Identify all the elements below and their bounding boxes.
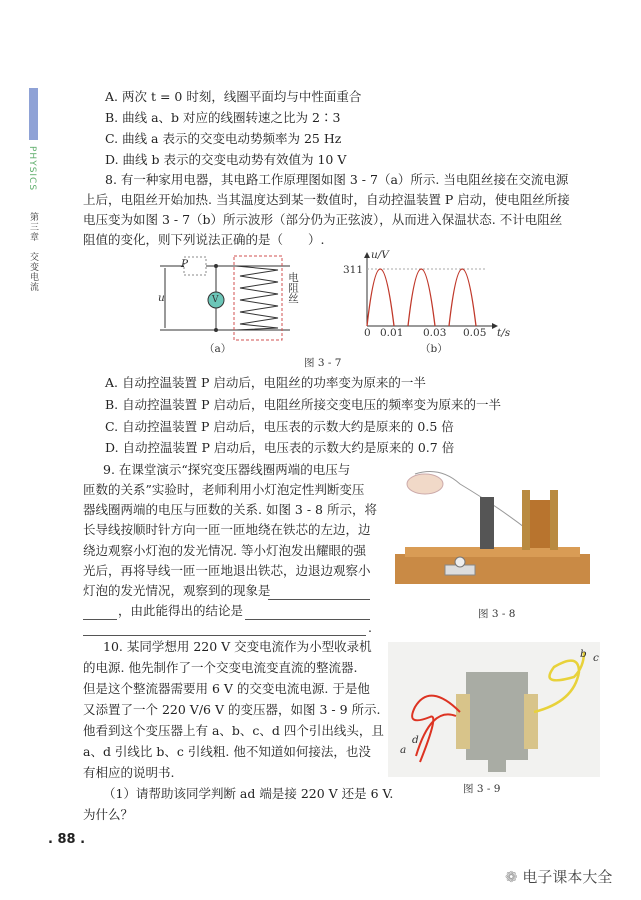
q7-option-d: D. 曲线 b 表示的交变电动势有效值为 10 V bbox=[105, 152, 347, 167]
q9-line: 光后，再将导线一匝一匝地退出铁芯，边退边观察小 bbox=[83, 563, 371, 578]
q10-line: a、d 引线比 b、c 引线粗. 他不知道如何接法，也没 bbox=[83, 744, 371, 759]
q10-line: （1）请帮助该同学判断 ad 端是接 220 V 还是 6 V. bbox=[103, 786, 394, 801]
q9-line: 器线圈两端的电压与匝数的关系. 如图 3 - 8 所示，将 bbox=[83, 502, 377, 517]
subject-label: PHYSICS bbox=[27, 146, 37, 192]
q9-line: 灯泡的发光情况，观察到的现象是 bbox=[83, 583, 271, 598]
waveform-curve bbox=[367, 269, 476, 326]
q9-line: 9. 在课堂演示“探究变压器线圈两端的电压与 bbox=[103, 462, 351, 477]
q10-line: 有相应的说明书. bbox=[83, 765, 175, 780]
bulb-icon bbox=[455, 557, 465, 567]
figure-3-9-caption: 图 3 - 9 bbox=[463, 783, 501, 795]
chapter-label: 第三章 交变电流 bbox=[28, 212, 38, 292]
figure-3-7-caption: 图 3 - 7 bbox=[304, 357, 342, 369]
q10-line: 但是这个整流器需要用 6 V 的交变电流电源. 于是他 bbox=[83, 681, 370, 696]
y-axis-label: u/V bbox=[371, 249, 389, 261]
q10-line: 为什么？ bbox=[83, 807, 134, 822]
q8-line: 上后，电阻丝开始加热. 当其温度达到某一数值时，自动控温装置 P 启动，使电阻丝所接 bbox=[83, 192, 570, 207]
fig-a-caption: （a） bbox=[204, 343, 232, 355]
q10-line: 又添置了一个 220 V/6 V 的变压器，如图 3 - 9 所示. bbox=[83, 702, 381, 717]
q7-option-b: B. 曲线 a、b 对应的线圈转速之比为 2∶3 bbox=[105, 110, 341, 125]
x-axis-label: t/s bbox=[497, 327, 511, 339]
wire-label-b: b bbox=[580, 648, 587, 660]
meter-label: V bbox=[212, 295, 219, 305]
wire-label-a: a bbox=[400, 744, 407, 756]
voltage-waveform-graph bbox=[360, 252, 500, 332]
peak-tick: 311 bbox=[343, 264, 364, 276]
q8-line: 电压变为如图 3 - 7（b）所示波形（部分仍为正弦波），从而进入保温状态. 不计电阻丝 bbox=[83, 212, 563, 227]
q8-option-b: B. 自动控温装置 P 启动后，电阻丝所接交变电压的频率变为原来的一半 bbox=[105, 397, 501, 412]
q9-line: 长导线按顺时针方向一匝一匝地绕在铁芯的左边，边 bbox=[83, 522, 371, 537]
q7-option-a: A. 两次 t = 0 时刻，线圈平面均与中性面重合 bbox=[105, 89, 362, 104]
q9-blank-phenomenon-cont[interactable] bbox=[83, 619, 117, 620]
wire-label-d: d bbox=[412, 734, 419, 746]
resistor-wire-icon bbox=[236, 266, 278, 330]
q8-option-d: D. 自动控温装置 P 启动后，电压表的示数大约是原来的 0.7 倍 bbox=[105, 440, 455, 455]
figure-3-8-caption: 图 3 - 8 bbox=[478, 608, 516, 620]
transformer-photo bbox=[388, 642, 600, 777]
q10-line: 他看到这个变压器上有 a、b、c、d 四个引出线头，且 bbox=[83, 723, 384, 738]
chapter-color-bar bbox=[29, 88, 38, 140]
p-label: P bbox=[181, 258, 189, 270]
q7-option-c: C. 曲线 a 表示的交变电动势频率为 25 Hz bbox=[105, 131, 342, 146]
x-tick: 0.05 bbox=[463, 327, 487, 339]
q9-line: 匝数的关系”实验时，老师利用小灯泡定性判断变压 bbox=[83, 482, 365, 497]
q9-blank-conclusion-cont[interactable] bbox=[83, 635, 366, 636]
q9-blank-conclusion[interactable] bbox=[245, 619, 370, 620]
q9-line: 绕边观察小灯泡的发光情况. 等小灯泡发出耀眼的强 bbox=[83, 543, 366, 558]
q8-line: 8. 有一种家用电器，其电路工作原理图如图 3 - 7（a）所示. 当电阻丝接在交流电源 bbox=[105, 172, 569, 187]
q9-blank-phenomenon[interactable] bbox=[268, 599, 370, 600]
watermark bbox=[505, 866, 612, 887]
q8-option-a: A. 自动控温装置 P 启动后，电阻丝的功率变为原来的一半 bbox=[105, 375, 426, 390]
q8-line: 阻值的变化，则下列说法正确的是（ ）. bbox=[83, 232, 325, 247]
x-tick: 0 bbox=[364, 327, 371, 339]
transformer-experiment-photo bbox=[395, 462, 605, 597]
watermark-text: 电子课本大全 bbox=[522, 868, 613, 886]
q9-end-mark: . bbox=[368, 620, 372, 635]
x-tick: 0.03 bbox=[423, 327, 447, 339]
q9-line: ，由此能得出的结论是 bbox=[118, 603, 244, 618]
x-tick: 0.01 bbox=[380, 327, 404, 339]
q10-line: 的电源. 他先制作了一个交变电流变直流的整流器. bbox=[83, 660, 358, 675]
wire-label-c: c bbox=[593, 652, 599, 664]
q10-line: 10. 某同学想用 220 V 交变电流作为小型收录机 bbox=[103, 639, 372, 654]
resistor-label: 电阻丝 bbox=[287, 272, 299, 304]
page-number: . 88 . bbox=[48, 832, 86, 847]
fig-b-caption: （b） bbox=[420, 343, 448, 355]
wechat-icon: ❁ bbox=[505, 868, 523, 886]
q8-option-c: C. 自动控温装置 P 启动后，电压表的示数大约是原来的 0.5 倍 bbox=[105, 419, 454, 434]
u-label: u bbox=[158, 292, 165, 304]
